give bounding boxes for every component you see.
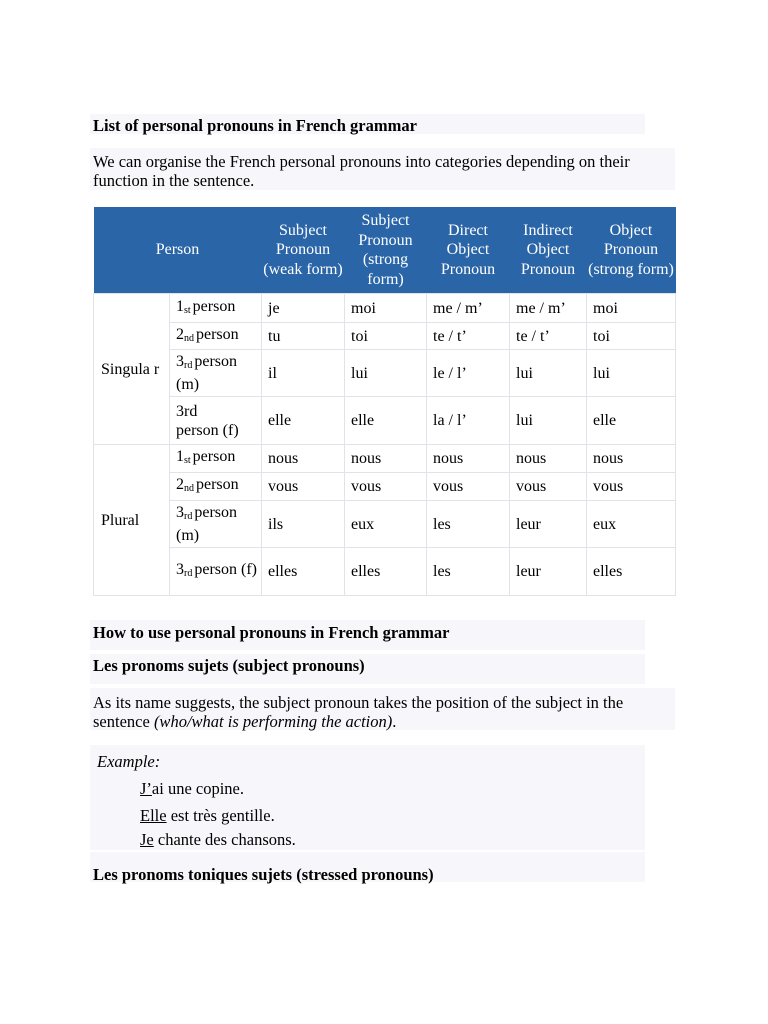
section-heading-stressed-pronouns: Les pronoms toniques sujets (stressed pronouns) xyxy=(93,865,434,884)
example-rest: est très gentille. xyxy=(166,806,275,825)
pronoun-cell: moi xyxy=(587,294,676,323)
pronoun-cell: les xyxy=(427,548,510,596)
person-label: person (m) xyxy=(176,353,237,393)
pronoun-cell: tu xyxy=(262,323,345,350)
pronoun-cell: moi xyxy=(345,294,427,323)
person-cell xyxy=(170,548,262,596)
pronoun-cell: toi xyxy=(345,323,427,350)
person-number: 2 xyxy=(176,476,184,493)
pronoun-table xyxy=(93,207,676,596)
example-pronoun: Je xyxy=(140,830,154,849)
pronoun-cell: leur xyxy=(510,501,587,548)
pronoun-cell: nous xyxy=(510,445,587,473)
paragraph-end: . xyxy=(392,712,397,731)
pronoun-cell: les xyxy=(427,501,510,548)
page-title: List of personal pronouns in French grammar xyxy=(93,116,417,135)
table-row xyxy=(94,323,676,350)
pronoun-cell: elle xyxy=(262,397,345,445)
pronoun-cell: le / l’ xyxy=(427,350,510,397)
pronoun-cell: leur xyxy=(510,548,587,596)
pronoun-cell: ils xyxy=(262,501,345,548)
pronoun-cell: nous xyxy=(587,445,676,473)
pronoun-cell: elle xyxy=(345,397,427,445)
header-column-4: Indirect Object Pronoun xyxy=(510,207,587,294)
table-row xyxy=(94,397,676,445)
example-rest: chante des chansons. xyxy=(153,830,296,849)
table-row xyxy=(94,473,676,501)
intro-paragraph: We can organise the French personal pronouns into categories depending on their function in the sentence. xyxy=(93,152,630,190)
table-row xyxy=(94,350,676,397)
person-ordinal-suffix: rd xyxy=(184,568,193,579)
person-label: person (m) xyxy=(176,504,237,544)
pronoun-cell: il xyxy=(262,350,345,397)
person-cell xyxy=(170,501,262,548)
group-label: Plural xyxy=(94,445,170,596)
paragraph-italic: (who/what is performing the action) xyxy=(153,712,393,731)
person-number: 3 xyxy=(176,561,184,578)
person-label: person (f) xyxy=(176,421,239,439)
table-body xyxy=(94,294,676,596)
person-number: 2 xyxy=(176,325,184,343)
person-ordinal-suffix: rd xyxy=(184,511,193,522)
person-cell xyxy=(170,350,262,397)
pronoun-cell: vous xyxy=(427,473,510,501)
header-column-1: Subject Pronoun (weak form) xyxy=(262,207,345,294)
example-label: Example: xyxy=(97,752,161,771)
header-person: Person xyxy=(94,207,262,294)
pronoun-cell: vous xyxy=(262,473,345,501)
pronoun-cell: vous xyxy=(587,473,676,501)
example-sentence xyxy=(140,779,244,799)
pronoun-cell: eux xyxy=(587,501,676,548)
pronoun-cell: te / t’ xyxy=(510,323,587,350)
pronoun-cell: nous xyxy=(345,445,427,473)
pronoun-cell: lui xyxy=(587,350,676,397)
pronoun-cell: elles xyxy=(345,548,427,596)
table-row xyxy=(94,548,676,596)
person-number: 3rd xyxy=(176,402,198,420)
person-cell xyxy=(170,473,262,501)
paragraph-text: As its name suggests, the subject pronoun takes the position of the subject in the sentence xyxy=(93,693,624,731)
pronoun-cell: nous xyxy=(427,445,510,473)
pronoun-cell: elle xyxy=(587,397,676,445)
person-cell xyxy=(170,323,262,350)
section-heading-usage: How to use personal pronouns in French grammar xyxy=(93,623,450,642)
person-cell xyxy=(170,294,262,323)
pronoun-cell: te / t’ xyxy=(427,323,510,350)
header-column-5: Object Pronoun (strong form) xyxy=(587,207,676,294)
table-header-row xyxy=(94,207,676,294)
section-heading-subject-pronouns: Les pronoms sujets (subject pronouns) xyxy=(93,656,365,675)
pronoun-cell: eux xyxy=(345,501,427,548)
person-ordinal-suffix: rd xyxy=(184,360,193,371)
person-label: person (f) xyxy=(194,561,257,578)
person-label: person xyxy=(192,448,236,465)
person-number: 3 xyxy=(176,504,184,521)
pronoun-cell: lui xyxy=(510,350,587,397)
pronoun-cell: lui xyxy=(345,350,427,397)
header-column-2: Subject Pronoun (strong form) xyxy=(345,207,427,294)
person-number: 3 xyxy=(176,353,184,370)
example-sentence xyxy=(140,806,275,826)
person-number: 1 xyxy=(176,297,184,315)
pronoun-cell: lui xyxy=(510,397,587,445)
subject-pronoun-paragraph xyxy=(93,693,683,731)
pronoun-cell: elles xyxy=(587,548,676,596)
example-sentence xyxy=(140,830,296,850)
pronoun-cell: je xyxy=(262,294,345,323)
person-ordinal-suffix: nd xyxy=(184,332,194,344)
pronoun-cell: elles xyxy=(262,548,345,596)
pronoun-cell: me / m’ xyxy=(510,294,587,323)
pronoun-cell: vous xyxy=(345,473,427,501)
table-row xyxy=(94,445,676,473)
person-number: 1 xyxy=(176,448,184,465)
person-label: person xyxy=(196,476,239,493)
person-ordinal-suffix: st xyxy=(184,304,191,316)
pronoun-cell: la / l’ xyxy=(427,397,510,445)
person-label: person xyxy=(192,297,236,315)
example-pronoun: Elle xyxy=(140,806,167,825)
person-cell xyxy=(170,445,262,473)
header-column-3: Direct Object Pronoun xyxy=(427,207,510,294)
person-cell xyxy=(170,397,262,445)
pronoun-cell: toi xyxy=(587,323,676,350)
table-row xyxy=(94,294,676,323)
group-label: Singula r xyxy=(94,294,170,445)
table-row xyxy=(94,501,676,548)
person-ordinal-suffix: nd xyxy=(184,483,194,494)
person-label: person xyxy=(196,325,239,343)
example-pronoun: J’ xyxy=(140,779,152,798)
pronoun-cell: nous xyxy=(262,445,345,473)
pronoun-cell: me / m’ xyxy=(427,294,510,323)
person-ordinal-suffix: st xyxy=(184,455,191,466)
pronoun-cell: vous xyxy=(510,473,587,501)
example-rest: ai une copine. xyxy=(151,779,245,798)
